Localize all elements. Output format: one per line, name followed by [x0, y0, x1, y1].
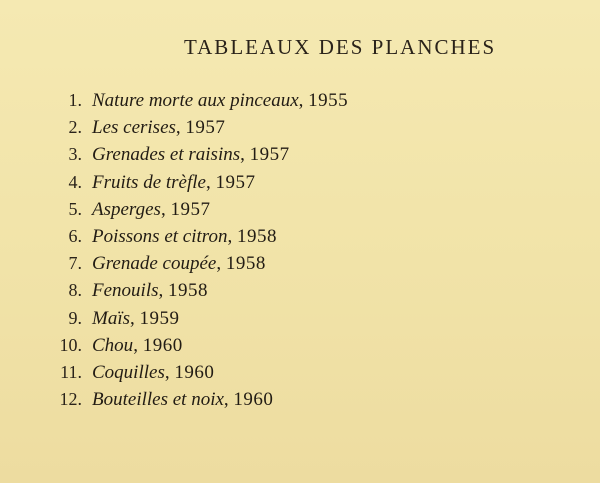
plate-number: 4. [68, 171, 82, 192]
plate-list [0, 90, 348, 416]
plate-item [0, 253, 348, 280]
plate-number: 8. [68, 280, 82, 301]
plate-number: 9. [68, 307, 82, 328]
plate-number: 1. [68, 90, 82, 110]
plate-year: 1959 [139, 307, 180, 329]
plate-year: 1957 [215, 171, 256, 193]
plate-year: 1960 [142, 334, 183, 356]
plate-entry: Bouteilles et noix, 1960 [92, 389, 274, 411]
plate-title: Asperges [92, 198, 161, 220]
plate-entry: Nature morte aux pinceaux, 1955 [92, 90, 349, 111]
plate-number: 7. [68, 253, 82, 274]
plate-title: Grenades et raisins [92, 144, 241, 166]
plate-year: 1958 [225, 253, 266, 275]
plate-item [0, 90, 348, 117]
plate-item [0, 308, 348, 335]
plate-item [0, 226, 348, 253]
plate-title: Coquilles [92, 361, 165, 383]
plate-entry: Coquilles, 1960 [92, 361, 215, 383]
plate-entry: Poissons et citron, 1958 [92, 225, 277, 247]
plate-item [0, 199, 348, 226]
plate-item [0, 280, 348, 307]
plate-title: Grenade coupée [92, 253, 217, 275]
plate-title: Les cerises [92, 117, 176, 139]
plate-year: 1957 [249, 144, 290, 166]
plate-item [0, 389, 348, 416]
plate-entry: Les cerises, 1957 [92, 117, 226, 139]
plate-item [0, 144, 348, 171]
plate-entry: Fenouils, 1958 [92, 280, 208, 302]
plate-number: 12. [59, 389, 82, 410]
plate-year: 1957 [170, 198, 211, 220]
plate-title: Fruits de trèfle [92, 171, 206, 193]
plate-year: 1955 [308, 90, 349, 111]
plate-title: Bouteilles et noix [92, 389, 224, 411]
plate-year: 1960 [233, 389, 274, 411]
plate-entry: Fruits de trèfle, 1957 [92, 171, 256, 193]
plate-entry: Grenade coupée, 1958 [92, 253, 266, 275]
plate-number: 11. [60, 361, 82, 382]
plate-item [0, 172, 348, 199]
plate-number: 6. [68, 225, 82, 246]
plate-title: Fenouils [92, 280, 159, 302]
plate-title: Maïs [92, 307, 130, 329]
plate-year: 1958 [236, 225, 277, 247]
page-title: TABLEAUX DES PLANCHES [184, 35, 497, 59]
plate-entry: Grenades et raisins, 1957 [92, 144, 290, 166]
plate-item [0, 362, 348, 389]
plate-title: Nature morte aux pinceaux [92, 90, 299, 111]
plate-year: 1957 [185, 117, 226, 139]
plate-year: 1960 [174, 361, 215, 383]
plate-number: 3. [68, 144, 82, 165]
plate-number: 2. [68, 117, 82, 138]
plate-entry: Chou, 1960 [92, 334, 183, 356]
plate-number: 10. [59, 334, 82, 355]
plate-title: Chou [92, 334, 134, 356]
plate-year: 1958 [168, 280, 208, 302]
plate-item [0, 117, 348, 144]
plate-entry: Asperges, 1957 [92, 198, 211, 220]
plate-title: Poissons et citron [92, 225, 228, 247]
plate-item [0, 335, 348, 362]
plate-entry: Maïs, 1959 [92, 307, 180, 329]
plate-number: 5. [68, 198, 82, 219]
